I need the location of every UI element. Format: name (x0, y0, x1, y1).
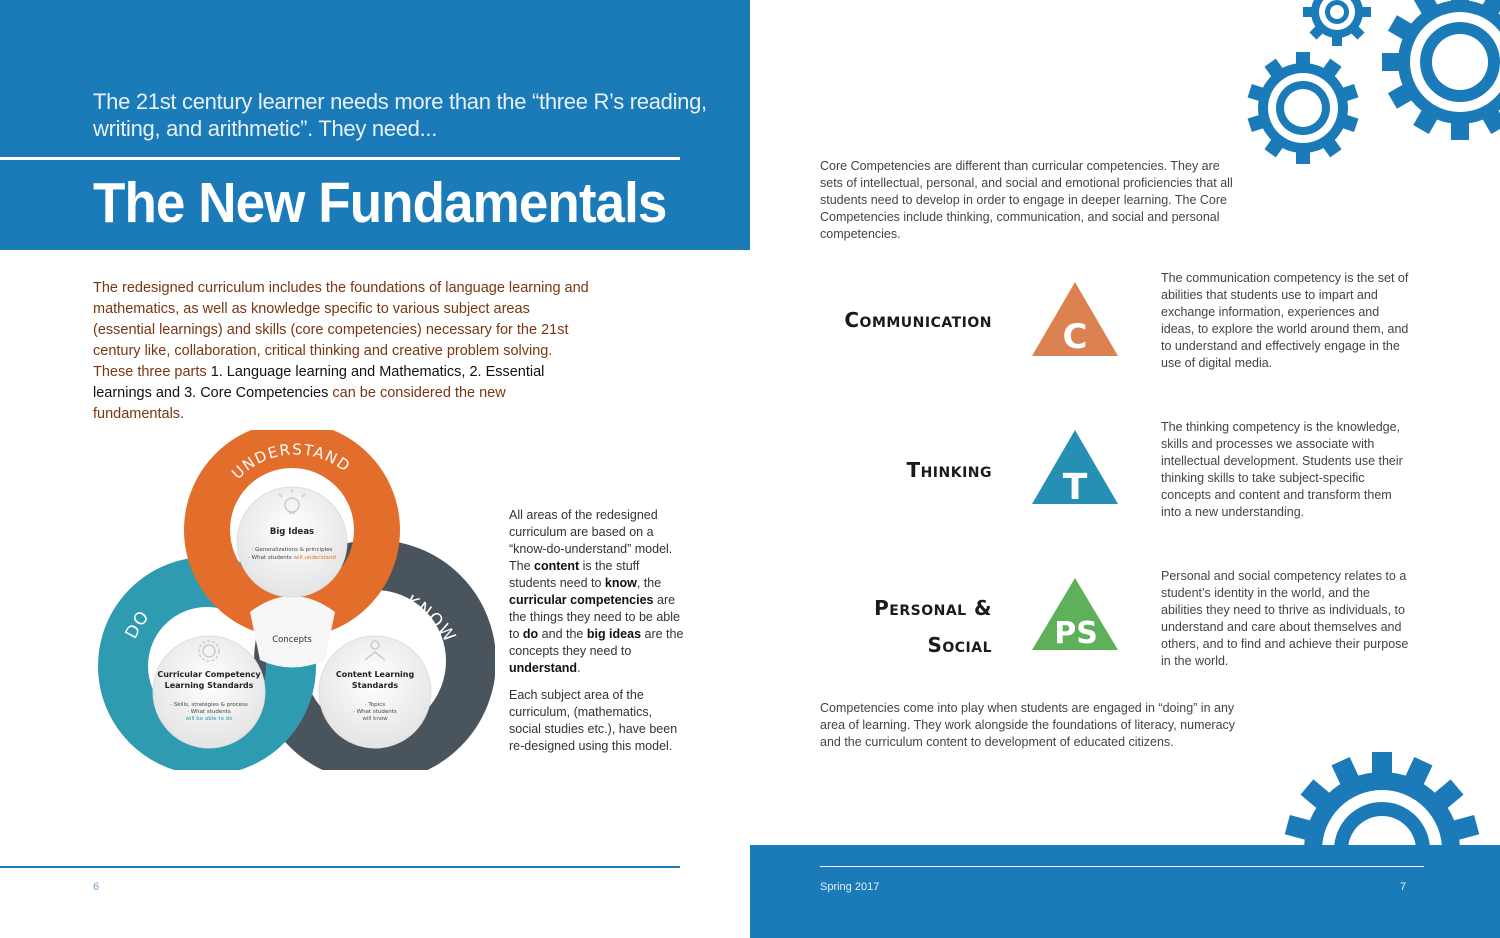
page-number-left: 6 (93, 881, 100, 893)
big-ideas-circle (237, 487, 347, 597)
page-title: The New Fundamentals (93, 171, 667, 235)
model-paragraph-1: All areas of the redesigned curriculum are based on a “know-do-understand” model. The content is the stuff students need to know, the curricular competencies are the things they need to be able to do and the big ideas are the concepts they need to understand. (509, 508, 684, 675)
intro-text-2: can be considered the new fundamentals. (93, 385, 506, 422)
model-explanation (509, 507, 684, 765)
content-line1: · Topics (364, 702, 386, 708)
big-ideas-line2: · What students will understand (248, 555, 336, 561)
page-number-right: 7 (1400, 881, 1407, 893)
communication-label: Communication (844, 308, 992, 332)
content-line3: will know (362, 716, 388, 722)
concepts-label: Concepts (272, 635, 312, 645)
intro-text-1: The redesigned curriculum includes the foundations of language learning and mathematics, as well as knowledge specific to various subject areas (essential learnings) and skills (core competencies) necessary for the 21st century like, collaboration, critical thinking and creative problem solving. These three parts (93, 280, 589, 380)
thinking-triangle-icon (1030, 428, 1120, 506)
know-do-understand-diagram (95, 430, 495, 770)
center-concepts-area (250, 596, 335, 668)
thinking-label: Thinking (906, 458, 992, 482)
curricular-circle (153, 636, 265, 748)
do-label: DO (121, 606, 154, 643)
gears-top-icon (1245, 0, 1500, 170)
svg-text:PS: PS (1054, 616, 1098, 651)
personal-social-label-line2: Social (927, 633, 992, 657)
curricular-line1: · Skills, strategies & process (170, 702, 248, 708)
closing-paragraph: Competencies come into play when students are engaged in “doing” in any area of learning. They work alongside the foundations of literacy, numeracy and the curriculum content to development of educated citizens. (820, 701, 1236, 749)
svg-text:C: C (1062, 317, 1088, 357)
personal-social-description: Personal and social competency relates to a student’s identity in the world, and the abilities they need to thrive as individuals, to understand and care about themselves and others, and to find and achieve their purpose in the world. (1161, 569, 1409, 668)
header-intro: The 21st century learner needs more than the “three R’s reading, writing, and arithmetic”. They need... (93, 89, 707, 141)
know-label: KNOW (402, 591, 460, 647)
svg-text:T: T (1062, 467, 1088, 506)
intro-highlight: 1. Language learning and Mathematics, 2. Essential learnings and 3. Core Competencies (93, 364, 545, 401)
curricular-title-1: Curricular Competency (157, 670, 261, 679)
footer-divider-left (0, 866, 680, 868)
core-competencies-intro: Core Competencies are different than curricular competencies. They are sets of intellectual, personal, and social and emotional proficiencies that all students need to develop in order to engage in deeper learning. The Core Competencies include thinking, communication, and social and personal competencies. (820, 159, 1233, 241)
content-line2: · What students (353, 709, 397, 715)
communication-triangle-icon (1030, 280, 1120, 358)
issue-date: Spring 2017 (820, 881, 880, 893)
thinking-description: The thinking competency is the knowledge, skills and processes we associate with intellectual development. Students use their thinking skills to take subject-specific concepts and content and transform them into a new understanding. (1161, 420, 1403, 519)
personal-social-label-line1: Personal & (874, 596, 992, 620)
content-title-1: Content Learning (335, 670, 415, 679)
curricular-title-2: Learning Standards (164, 681, 254, 690)
big-ideas-title: Big Ideas (269, 527, 315, 537)
footer-divider-right (820, 866, 1424, 867)
gear-bottom-icon (1260, 745, 1500, 845)
personal-social-label (800, 590, 992, 664)
big-ideas-line1: · Generalizations & principles (251, 547, 333, 553)
curricular-line2: · What students (187, 709, 231, 715)
header-divider (0, 157, 680, 160)
intro-paragraph (93, 278, 593, 425)
communication-description: The communication competency is the set of abilities that students use to impart and exchange information, experiences and ideas, to explore the world around them, and to understand and effectively engage in the use of digital media. (1161, 271, 1409, 370)
curricular-line3: will be able to do (185, 716, 233, 722)
model-paragraph-2: Each subject area of the curriculum, (mathematics, social studies etc.), have been re-designed using this model. (509, 688, 678, 753)
content-title-2: Standards (351, 681, 399, 690)
understand-label: UNDERSTAND (228, 440, 355, 483)
personal-social-triangle-icon (1030, 576, 1120, 652)
